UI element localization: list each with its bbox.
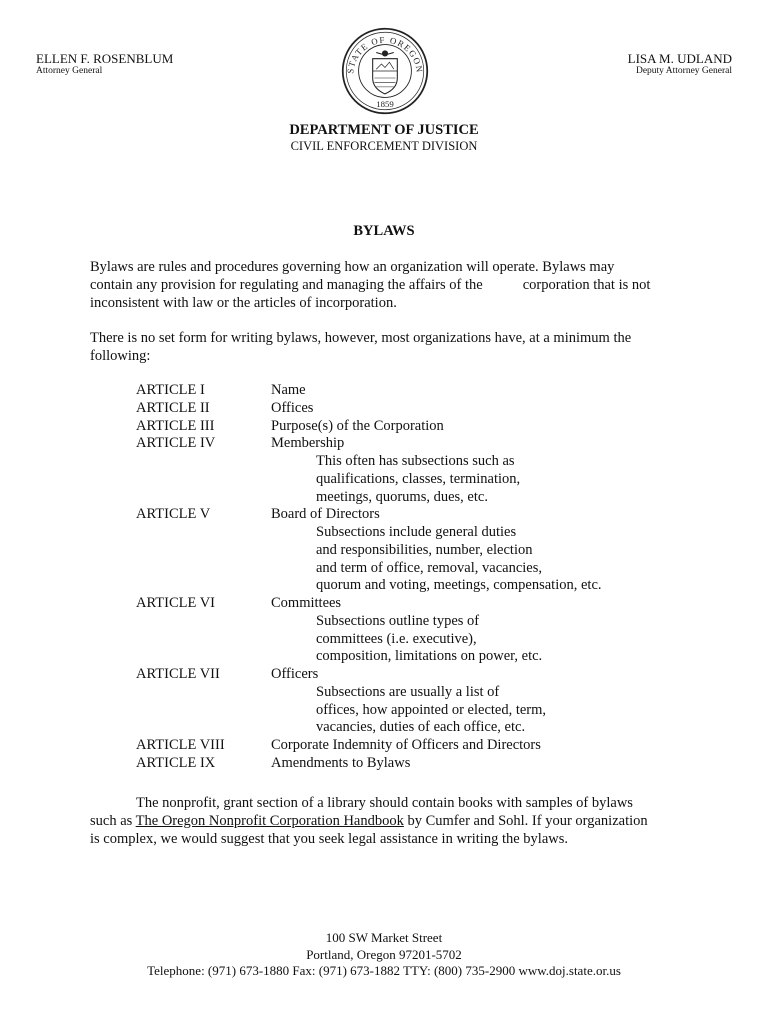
article-row xyxy=(0,435,768,453)
article-name: Board of Directors xyxy=(271,506,380,523)
article-number: ARTICLE II xyxy=(136,399,210,416)
article-name: Offices xyxy=(271,399,314,416)
division-name: CIVIL ENFORCEMENT DIVISION xyxy=(290,139,478,153)
article-row xyxy=(0,382,768,400)
intro-line-2b: corporation that is not xyxy=(522,277,651,293)
intro-paragraph xyxy=(90,258,690,312)
article-note: and term of office, removal, vacancies, xyxy=(316,559,542,576)
department-name: DEPARTMENT OF JUSTICE xyxy=(289,122,479,138)
article-row xyxy=(0,400,768,418)
articles-list xyxy=(0,382,768,773)
article-note-row xyxy=(0,719,768,737)
closing-line-2-prefix: such as xyxy=(90,813,136,829)
attorney-general-name: ELLEN F. ROSENBLUM xyxy=(36,51,174,66)
closing-line-3: is complex, we would suggest that you seek legal assistance in writing the bylaws. xyxy=(90,831,569,847)
closing-line-2 xyxy=(90,812,690,830)
article-note: and responsibilities, number, election xyxy=(316,541,533,558)
minimum-line-2: following: xyxy=(90,348,151,364)
article-name: Membership xyxy=(271,435,345,452)
article-note-row xyxy=(0,684,768,702)
article-note: composition, limitations on power, etc. xyxy=(316,648,543,665)
minimum-line-1: There is no set form for writing bylaws, however, most organizations have, at a minimum the xyxy=(90,330,632,346)
closing-line-1-text: The nonprofit, grant section of a library should contain books with samples of bylaws xyxy=(136,795,633,811)
article-row xyxy=(0,755,768,773)
article-note: Subsections outline types of xyxy=(316,612,480,629)
footer-contact: Telephone: (971) 673-1880 Fax: (971) 673-1882 TTY: (800) 735-2900 www.doj.state.or.us xyxy=(147,963,621,978)
article-note: meetings, quorums, dues, etc. xyxy=(316,488,488,505)
intro-line-2 xyxy=(90,276,690,294)
deputy-attorney-general-block xyxy=(628,52,732,77)
intro-line-1: Bylaws are rules and procedures governing how an organization will operate. Bylaws may xyxy=(90,259,615,275)
article-note-row xyxy=(0,524,768,542)
article-name: Corporate Indemnity of Officers and Directors xyxy=(271,737,541,753)
minimum-paragraph xyxy=(90,329,690,365)
closing-line-2-suffix: by Cumfer and Sohl. If your organization xyxy=(403,813,648,829)
article-note: quorum and voting, meetings, compensation, etc. xyxy=(316,577,602,594)
seal-text: STATE OF OREGON xyxy=(345,34,425,75)
attorney-general-block xyxy=(36,52,173,77)
closing-line-1 xyxy=(90,794,690,812)
article-number: ARTICLE VIII xyxy=(136,737,225,753)
closing-paragraph xyxy=(90,794,690,848)
article-number: ARTICLE IX xyxy=(136,754,216,771)
article-note-row xyxy=(0,702,768,720)
article-row xyxy=(0,737,768,755)
article-number: ARTICLE V xyxy=(136,506,211,523)
article-note-row xyxy=(0,577,768,595)
article-number: ARTICLE VI xyxy=(136,595,216,611)
article-note: offices, how appointed or elected, term, xyxy=(316,701,547,718)
document-title: BYLAWS xyxy=(353,223,415,239)
article-note: This often has subsections such as xyxy=(316,453,515,469)
deputy-attorney-general-title: Deputy Attorney General xyxy=(635,66,732,76)
article-note-row xyxy=(0,560,768,578)
article-number: ARTICLE I xyxy=(136,382,205,398)
article-note-row xyxy=(0,631,768,649)
article-note: Subsections include general duties xyxy=(316,524,517,540)
article-number: ARTICLE IV xyxy=(136,435,216,452)
intro-line-3: inconsistent with law or the articles of incorporation. xyxy=(90,295,397,311)
article-name: Amendments to Bylaws xyxy=(271,754,411,771)
article-note-row xyxy=(0,648,768,666)
article-note-row xyxy=(0,453,768,471)
article-note-row xyxy=(0,613,768,631)
footer-address-1: 100 SW Market Street xyxy=(325,930,443,945)
deputy-attorney-general-name: LISA M. UDLAND xyxy=(627,51,732,66)
article-note-row xyxy=(0,489,768,507)
footer-address-2: Portland, Oregon 97201-5702 xyxy=(306,946,462,962)
article-note: qualifications, classes, termination, xyxy=(316,470,521,487)
article-row xyxy=(0,418,768,436)
article-note: Subsections are usually a list of xyxy=(316,683,500,700)
article-row xyxy=(0,506,768,524)
book-title: The Oregon Nonprofit Corporation Handbook xyxy=(135,813,404,829)
article-row xyxy=(0,595,768,613)
article-name: Officers xyxy=(271,666,319,682)
article-name: Purpose(s) of the Corporation xyxy=(271,417,444,434)
article-name: Committees xyxy=(271,595,342,611)
article-note: vacancies, duties of each office, etc. xyxy=(316,719,526,736)
department-heading xyxy=(0,122,768,154)
attorney-general-title: Attorney General xyxy=(36,66,103,76)
article-note: committees (i.e. executive), xyxy=(316,630,477,647)
article-note-row xyxy=(0,542,768,560)
seal-year: 1859 xyxy=(376,99,394,110)
footer xyxy=(0,930,768,980)
intro-line-2a: contain any provision for regulating and managing the affairs of the xyxy=(90,277,483,293)
state-seal-icon xyxy=(341,27,429,115)
article-number: ARTICLE III xyxy=(136,417,215,434)
article-row xyxy=(0,666,768,684)
article-name: Name xyxy=(271,382,306,398)
article-number: ARTICLE VII xyxy=(136,666,220,682)
article-note-row xyxy=(0,471,768,489)
